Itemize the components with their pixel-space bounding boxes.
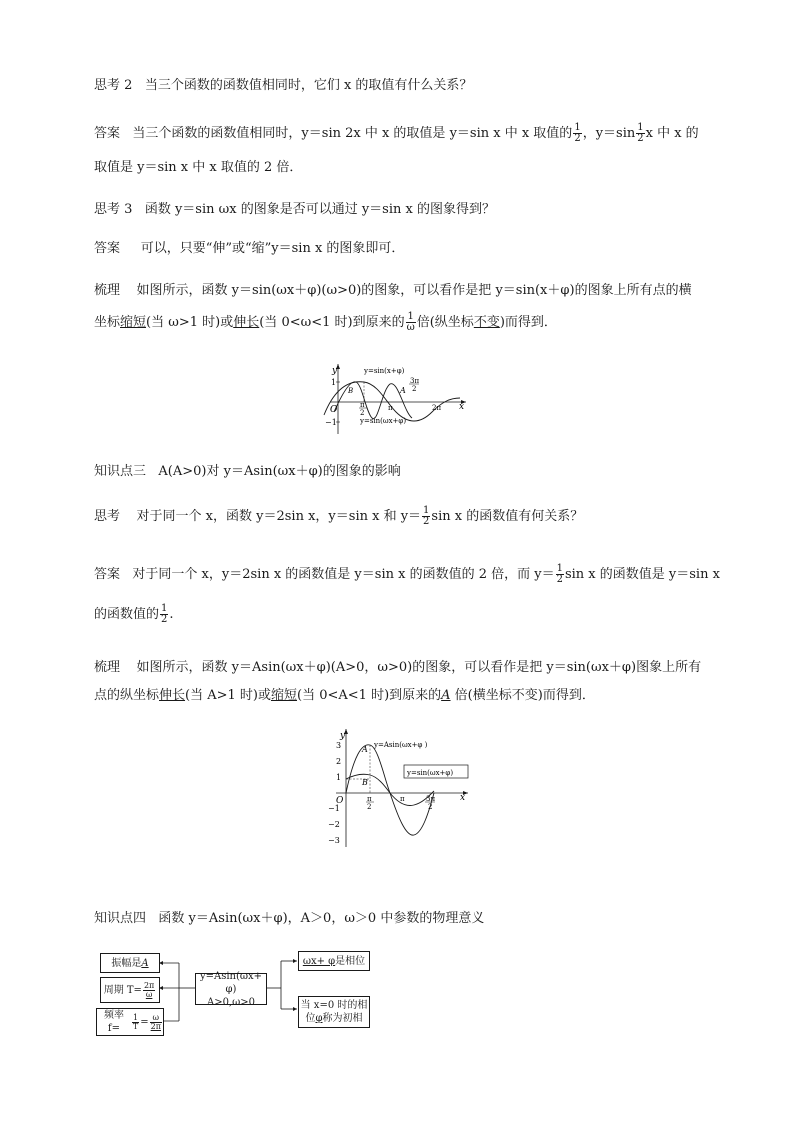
answer-2-text-c: x 中 x 的 (645, 126, 699, 141)
summary-2-line-2 (94, 684, 595, 703)
fig2-tick-3pi2-den: 2 (428, 803, 433, 811)
frequency-eq: = (140, 1016, 149, 1028)
summary-1-text-a: 坐标 (94, 315, 121, 330)
fraction-one-half: $\frac{1}{2}$ (574, 122, 581, 144)
curve-sin-x-phi (324, 382, 460, 421)
answer-2-line-2: 取值是 y＝sin x 中 x 取值的 2 倍． (94, 160, 303, 175)
answer-4-text-b: sin x 的函数值是 y＝sin x (564, 567, 720, 582)
fig2-tick-minus-2: −2 (328, 820, 340, 829)
underlined-lengthen: 伸长 (233, 315, 260, 330)
fig2-y-label: y (340, 731, 346, 741)
figure-2-graph (318, 725, 473, 850)
question-4 (94, 505, 583, 527)
answer-4-line-2 (94, 603, 174, 625)
summary-1-line-2 (94, 311, 557, 333)
summary-2-text-b: (当 A>1 时)或 (185, 688, 271, 703)
fig1-tick-2pi: 2π (432, 404, 442, 412)
question-3 (94, 198, 495, 217)
answer-2-text-a: 当三个函数的函数值相同时，y＝sin 2x 中 x 的取值是 y＝sin x 中 x 取值的 (132, 126, 573, 141)
initial-phase-text-c: 称为初相 (322, 1013, 363, 1024)
initial-phase-box (298, 996, 370, 1028)
fig1-tick-pi: π (388, 404, 393, 412)
center-condition: A>0,ω>0 (206, 996, 256, 1008)
question-2-title: 思考 2 (94, 78, 133, 93)
answer-2-line-1 (94, 122, 699, 144)
fig2-tick-pi2-num: π (367, 795, 372, 803)
summary-1-text-b: (当 ω>1 时)或 (146, 315, 234, 330)
fig2-x-label: x (460, 793, 466, 803)
frequency-box (96, 1008, 164, 1036)
period-fraction: $\frac{2\pi}{\omega}$ (143, 980, 155, 999)
fig2-tick-pi2-den: 2 (367, 803, 372, 811)
summary-2-text-d: 倍(横坐标不变)而得到． (454, 688, 595, 703)
knowledge-point-4-title: 知识点四 (94, 911, 147, 926)
question-2-text: 当三个函数的函数值相同时，它们 x 的取值有什么关系？ (144, 78, 473, 93)
fig2-curve-a-label: y=Asin(ωx+φ ) (374, 741, 428, 749)
summary-1-text-c: (当 0<ω<1 时)到原来的 (259, 315, 405, 330)
period-text: 周期 T= (103, 984, 142, 996)
fig1-origin: O (330, 405, 338, 415)
center-box (195, 970, 267, 1008)
question-3-title: 思考 3 (94, 202, 133, 217)
fraction-one-half: $\frac{1}{2}$ (637, 122, 644, 144)
fig2-point-b: B (362, 778, 368, 787)
underlined-shorten: 缩短 (120, 315, 147, 330)
frequency-fraction-1: $\frac{1}{T}$ (132, 1012, 139, 1031)
question-2 (94, 74, 472, 93)
fraction-one-half: $\frac{1}{2}$ (161, 603, 168, 625)
summary-2-line-1 (94, 656, 701, 675)
phase-box (298, 951, 370, 971)
frequency-fraction-2: $\frac{\omega}{2\pi}$ (150, 1012, 161, 1031)
fig1-x-label: x (459, 402, 465, 412)
phase-formula: ωx+ φ (302, 955, 336, 967)
summary-1-text: 如图所示，函数 y＝sin(ωx＋φ)(ω>0)的图象，可以看作是把 y＝sin(x＋φ)的图象上所有点的横 (136, 283, 692, 298)
fig1-tick-one: 1 (331, 378, 337, 387)
fig1-tick-pi2-num: π (360, 401, 365, 409)
center-formula: y=Asin(ωx+ φ) (199, 970, 263, 995)
phase-text: 是相位 (335, 955, 366, 967)
summary-2-text: 如图所示，函数 y＝Asin(ωx＋φ)(A>0，ω>0)的图象，可以看作是把 y＝sin(ωx＋φ)图象上所有 (136, 660, 702, 675)
underlined-lengthen: 伸长 (159, 688, 186, 703)
fig2-tick-3pi2-num: 3π (426, 795, 436, 803)
answer-4-text-d: . (169, 607, 174, 622)
summary-2-text-c: (当 0<A<1 时)到原来的 (297, 688, 442, 703)
underlined-a: A (441, 688, 451, 703)
amplitude-text: 振幅是 (111, 957, 142, 969)
fig1-tick-3pi2-den: 2 (412, 385, 417, 393)
underlined-shorten: 缩短 (271, 688, 298, 703)
fig1-tick-minus-one: −1 (325, 418, 337, 427)
answer-4-text-a: 对于同一个 x，y＝2sin x 的函数值是 y＝sin x 的函数值的 2 倍，而 y＝ (132, 567, 555, 582)
fig1-curve1-label: y=sin(x+φ) (364, 367, 405, 375)
answer-3-label: 答案 (94, 241, 121, 256)
figure-1-graph (320, 360, 470, 438)
curve-a-sin (346, 745, 434, 835)
knowledge-point-3-title: 知识点三 (94, 464, 147, 479)
curve-sin (346, 774, 434, 805)
underlined-unchanged: 不变 (473, 315, 500, 330)
summary-1-text-e: )而得到． (499, 315, 557, 330)
fraction-one-half: $\frac{1}{2}$ (556, 563, 563, 585)
answer-2-label: 答案 (94, 126, 121, 141)
fig1-y-label: y (332, 366, 338, 376)
knowledge-point-4 (94, 907, 484, 926)
question-4-text-b: sin x 的函数值有何关系？ (431, 509, 584, 524)
fig2-tick-minus-1: −1 (328, 804, 340, 813)
knowledge-point-3 (94, 460, 401, 479)
question-4-text-a: 对于同一个 x，函数 y＝2sin x，y＝sin x 和 y＝ (136, 509, 422, 524)
fig2-tick-minus-3: −3 (328, 836, 340, 845)
knowledge-point-4-text: 函数 y＝Asin(ωx＋φ)，A＞0，ω＞0 中参数的物理意义 (158, 911, 485, 926)
answer-4-label: 答案 (94, 567, 121, 582)
amplitude-box (100, 953, 160, 973)
fig1-tick-3pi2-num: 3π (410, 377, 420, 385)
fig1-point-b: B (348, 387, 354, 395)
arrow-icon (293, 1007, 297, 1011)
answer-3-text: 可以，只要“伸”或“缩”y＝sin x 的图象即可． (140, 241, 405, 256)
summary-1-text-d: 倍(纵坐标 (416, 315, 474, 330)
initial-phase-text-a: 位 (305, 1013, 316, 1024)
initial-phase-line-1: 当 x=0 时的相 (300, 1000, 368, 1011)
summary-1-label: 梳理 (94, 283, 121, 298)
fig1-point-a: A (400, 386, 406, 395)
fraction-one-over-omega: $\frac{1}{\omega}$ (406, 311, 415, 333)
fig2-tick-2: 2 (336, 757, 342, 766)
answer-4-line-1 (94, 563, 720, 585)
summary-2-text-a: 点的纵坐标 (94, 688, 160, 703)
answer-4-text-c: 的函数值的 (94, 607, 160, 622)
arrow-icon (293, 959, 297, 963)
fig2-point-a: A (362, 745, 368, 754)
frequency-text: 频率 f= (103, 1010, 124, 1034)
summary-2-label: 梳理 (94, 660, 121, 675)
question-3-text: 函数 y＝sin ωx 的图象是否可以通过 y＝sin x 的图象得到？ (144, 202, 495, 217)
fig1-tick-pi2-den: 2 (360, 409, 365, 417)
initial-phase-phi: φ (315, 1013, 323, 1024)
fig1-curve2-label: y=sin(ωx+φ) (360, 417, 407, 425)
period-box (100, 977, 160, 1003)
amplitude-a: A (141, 957, 149, 969)
fig2-tick-pi: π (400, 795, 405, 803)
fig2-origin: O (336, 796, 344, 806)
answer-2-text-b: ，y＝sin (582, 126, 636, 141)
fraction-one-half: $\frac{1}{2}$ (423, 505, 430, 527)
knowledge-point-3-text: A(A>0)对 y＝Asin(ωx＋φ)的图象的影响 (158, 464, 401, 479)
fig2-tick-1: 1 (336, 773, 342, 782)
fig2-tick-3: 3 (336, 741, 342, 750)
answer-3 (94, 237, 404, 256)
summary-1-line-1 (94, 279, 692, 298)
fig2-curve-b-label: y=sin(ωx+φ) (407, 769, 454, 777)
initial-phase-line-2 (305, 1012, 362, 1025)
question-4-title: 思考 (94, 509, 121, 524)
